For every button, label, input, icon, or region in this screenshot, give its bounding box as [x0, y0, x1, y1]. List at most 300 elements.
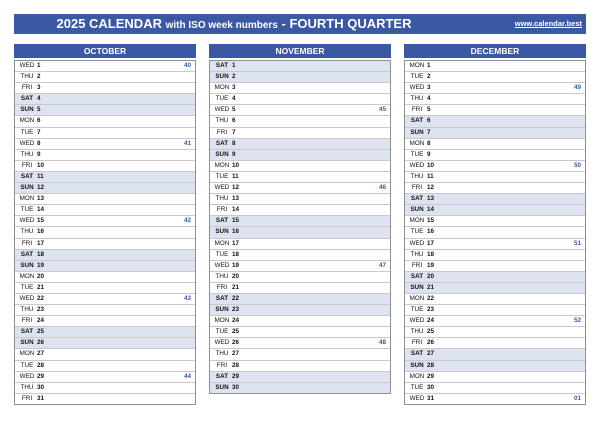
day-name: SUN — [215, 150, 229, 158]
day-row — [15, 193, 195, 204]
day-row — [210, 304, 390, 315]
day-row — [15, 271, 195, 282]
day-row — [15, 138, 195, 149]
day-name: TUE — [215, 250, 229, 258]
day-row — [405, 182, 585, 193]
day-name: MON — [409, 139, 425, 147]
day-row — [210, 238, 390, 249]
day-row — [15, 149, 195, 160]
day-row — [210, 260, 390, 271]
day-row — [210, 104, 390, 115]
day-row — [15, 304, 195, 315]
day-number: 27 — [427, 350, 435, 358]
day-row — [405, 360, 585, 371]
day-name: FRI — [216, 283, 228, 291]
week-number: 50 — [573, 161, 581, 169]
day-name: SUN — [215, 228, 229, 236]
day-row — [210, 127, 390, 138]
day-name: MON — [19, 272, 35, 280]
day-name: THU — [20, 228, 34, 236]
day-number: 13 — [37, 195, 45, 203]
day-name: WED — [19, 139, 35, 147]
day-name: WED — [409, 239, 425, 247]
day-row — [405, 304, 585, 315]
day-name: FRI — [216, 128, 228, 136]
day-row — [405, 348, 585, 359]
day-list — [14, 60, 196, 405]
day-name: TUE — [410, 228, 424, 236]
day-number: 14 — [427, 206, 435, 214]
day-row — [15, 182, 195, 193]
day-row — [210, 138, 390, 149]
day-number: 5 — [427, 106, 431, 114]
day-row — [15, 293, 195, 304]
day-number: 28 — [232, 361, 240, 369]
day-row — [405, 138, 585, 149]
day-number: 31 — [37, 394, 45, 402]
day-number: 1 — [427, 62, 431, 69]
day-name: TUE — [20, 283, 34, 291]
month-title: OCTOBER — [14, 44, 196, 58]
day-row — [210, 326, 390, 337]
day-name: TUE — [215, 328, 229, 336]
page-title — [14, 14, 454, 36]
week-number: 01 — [573, 394, 581, 402]
day-number: 16 — [427, 228, 435, 236]
day-number: 22 — [232, 294, 240, 302]
title-quarter: FOURTH QUARTER — [289, 16, 412, 31]
day-name: WED — [409, 394, 425, 402]
day-name: FRI — [21, 161, 33, 169]
week-number: 49 — [573, 84, 581, 92]
day-name: TUE — [410, 73, 424, 81]
day-number: 2 — [37, 73, 41, 81]
day-row — [210, 60, 390, 71]
day-row — [210, 193, 390, 204]
day-name: SAT — [20, 250, 34, 258]
day-name: SUN — [20, 339, 34, 347]
day-name: MON — [19, 117, 35, 125]
day-row — [405, 82, 585, 93]
day-row — [405, 204, 585, 215]
day-number: 18 — [37, 250, 45, 258]
day-number: 22 — [427, 294, 435, 302]
day-row — [15, 337, 195, 348]
day-row — [210, 282, 390, 293]
day-number: 28 — [427, 361, 435, 369]
day-row — [405, 193, 585, 204]
day-row — [405, 371, 585, 382]
month-october — [14, 44, 196, 405]
day-number: 6 — [37, 117, 41, 125]
day-number: 20 — [37, 272, 45, 280]
day-row — [15, 215, 195, 226]
day-number: 1 — [37, 62, 41, 69]
day-number: 10 — [37, 161, 45, 169]
day-name: THU — [410, 95, 424, 103]
day-number: 27 — [232, 350, 240, 358]
day-name: THU — [410, 172, 424, 180]
day-name: FRI — [411, 339, 423, 347]
day-row — [405, 226, 585, 237]
day-number: 17 — [37, 239, 45, 247]
day-name: SAT — [410, 195, 424, 203]
day-row — [15, 326, 195, 337]
day-number: 15 — [427, 217, 435, 225]
day-row — [15, 71, 195, 82]
day-name: WED — [214, 184, 230, 192]
day-name: SUN — [410, 128, 424, 136]
day-row — [210, 348, 390, 359]
day-number: 17 — [427, 239, 435, 247]
day-number: 19 — [427, 261, 435, 269]
day-row — [405, 127, 585, 138]
day-name: SAT — [410, 117, 424, 125]
day-name: SUN — [215, 383, 229, 391]
day-row — [15, 93, 195, 104]
day-number: 3 — [427, 84, 431, 92]
day-row — [15, 382, 195, 393]
title-separator: - — [277, 16, 290, 31]
day-number: 6 — [232, 117, 236, 125]
day-name: SUN — [410, 283, 424, 291]
day-row — [15, 260, 195, 271]
day-number: 30 — [427, 383, 435, 391]
day-number: 12 — [232, 184, 240, 192]
day-row — [210, 149, 390, 160]
day-name: WED — [19, 372, 35, 380]
day-row — [15, 393, 195, 404]
day-name: TUE — [20, 128, 34, 136]
day-name: MON — [409, 62, 425, 69]
month-title: DECEMBER — [404, 44, 586, 58]
week-number: 42 — [183, 217, 191, 225]
day-number: 30 — [232, 383, 240, 391]
day-name: SUN — [20, 261, 34, 269]
day-number: 4 — [427, 95, 431, 103]
day-row — [210, 182, 390, 193]
day-number: 10 — [232, 161, 240, 169]
day-number: 14 — [37, 206, 45, 214]
day-row — [405, 282, 585, 293]
day-row — [210, 360, 390, 371]
day-name: SAT — [215, 62, 229, 69]
day-number: 4 — [37, 95, 41, 103]
day-row — [15, 60, 195, 71]
day-number: 12 — [37, 184, 45, 192]
day-number: 21 — [232, 283, 240, 291]
site-link[interactable]: www.calendar.best — [514, 19, 582, 28]
day-number: 24 — [37, 317, 45, 325]
day-name: FRI — [411, 261, 423, 269]
day-name: SAT — [20, 95, 34, 103]
day-number: 21 — [37, 283, 45, 291]
day-row — [210, 249, 390, 260]
day-list — [404, 60, 586, 405]
day-number: 29 — [232, 372, 240, 380]
day-row — [15, 315, 195, 326]
day-name: TUE — [410, 383, 424, 391]
day-number: 26 — [37, 339, 45, 347]
day-number: 5 — [37, 106, 41, 114]
day-number: 2 — [427, 73, 431, 81]
day-number: 5 — [232, 106, 236, 114]
day-name: FRI — [411, 106, 423, 114]
day-number: 10 — [427, 161, 435, 169]
day-name: SAT — [20, 328, 34, 336]
day-row — [210, 293, 390, 304]
day-name: FRI — [21, 394, 33, 402]
day-row — [405, 149, 585, 160]
day-number: 24 — [232, 317, 240, 325]
day-row — [210, 382, 390, 393]
day-row — [405, 60, 585, 71]
day-number: 21 — [427, 283, 435, 291]
day-row — [405, 93, 585, 104]
day-number: 14 — [232, 206, 240, 214]
day-name: THU — [20, 73, 34, 81]
day-name: THU — [215, 272, 229, 280]
day-number: 15 — [232, 217, 240, 225]
day-name: THU — [215, 350, 229, 358]
day-name: MON — [19, 350, 35, 358]
day-name: MON — [409, 372, 425, 380]
day-name: TUE — [215, 172, 229, 180]
day-row — [405, 215, 585, 226]
day-row — [15, 238, 195, 249]
week-number: 40 — [183, 62, 191, 69]
day-row — [15, 371, 195, 382]
day-number: 8 — [37, 139, 41, 147]
title-main: 2025 CALENDAR — [56, 16, 162, 31]
day-name: SUN — [410, 206, 424, 214]
day-row — [15, 82, 195, 93]
day-name: TUE — [410, 150, 424, 158]
day-row — [210, 171, 390, 182]
title-subtitle: with ISO week numbers — [165, 20, 278, 31]
day-row — [405, 382, 585, 393]
day-number: 30 — [37, 383, 45, 391]
day-number: 8 — [232, 139, 236, 147]
day-number: 25 — [232, 328, 240, 336]
day-row — [210, 93, 390, 104]
day-row — [405, 71, 585, 82]
day-number: 22 — [37, 294, 45, 302]
day-row — [405, 104, 585, 115]
week-number: 51 — [573, 239, 581, 247]
day-number: 16 — [232, 228, 240, 236]
day-row — [15, 226, 195, 237]
day-row — [15, 282, 195, 293]
day-row — [15, 104, 195, 115]
day-row — [405, 260, 585, 271]
day-name: FRI — [216, 206, 228, 214]
day-name: THU — [20, 306, 34, 314]
day-row — [210, 82, 390, 93]
week-number: 43 — [183, 294, 191, 302]
month-december — [404, 44, 586, 405]
day-row — [405, 315, 585, 326]
day-number: 12 — [427, 184, 435, 192]
day-number: 2 — [232, 73, 236, 81]
day-row — [405, 393, 585, 404]
day-name: SAT — [410, 272, 424, 280]
day-row — [405, 115, 585, 126]
day-number: 29 — [427, 372, 435, 380]
day-number: 23 — [37, 306, 45, 314]
day-row — [405, 160, 585, 171]
day-number: 11 — [232, 172, 239, 180]
day-name: SAT — [410, 350, 424, 358]
day-name: SUN — [215, 306, 229, 314]
week-number: 45 — [378, 106, 386, 114]
day-name: MON — [214, 84, 230, 92]
day-name: THU — [215, 195, 229, 203]
day-number: 13 — [427, 195, 435, 203]
day-name: WED — [19, 62, 35, 69]
day-number: 19 — [232, 261, 240, 269]
day-row — [15, 115, 195, 126]
day-number: 15 — [37, 217, 45, 225]
day-number: 26 — [427, 339, 435, 347]
day-name: FRI — [21, 239, 33, 247]
week-number: 47 — [378, 261, 386, 269]
day-number: 19 — [37, 261, 45, 269]
day-name: THU — [20, 150, 34, 158]
day-row — [210, 371, 390, 382]
day-number: 18 — [232, 250, 240, 258]
day-row — [210, 226, 390, 237]
day-name: MON — [19, 195, 35, 203]
day-row — [15, 249, 195, 260]
day-number: 26 — [232, 339, 240, 347]
day-name: WED — [409, 317, 425, 325]
day-number: 7 — [427, 128, 431, 136]
day-name: SAT — [215, 139, 229, 147]
day-name: WED — [214, 106, 230, 114]
day-row — [210, 215, 390, 226]
day-name: SUN — [410, 361, 424, 369]
week-number: 44 — [183, 372, 191, 380]
day-name: FRI — [21, 84, 33, 92]
day-row — [210, 271, 390, 282]
day-name: TUE — [410, 306, 424, 314]
day-row — [405, 293, 585, 304]
day-name: WED — [409, 161, 425, 169]
day-number: 8 — [427, 139, 431, 147]
day-name: WED — [19, 294, 35, 302]
week-number: 52 — [573, 317, 581, 325]
day-name: THU — [410, 328, 424, 336]
day-name: TUE — [20, 206, 34, 214]
day-number: 3 — [37, 84, 41, 92]
day-row — [405, 326, 585, 337]
day-number: 13 — [232, 195, 240, 203]
day-number: 4 — [232, 95, 236, 103]
day-number: 23 — [427, 306, 435, 314]
week-number: 41 — [183, 139, 191, 147]
day-name: THU — [215, 117, 229, 125]
day-name: SUN — [215, 73, 229, 81]
month-title: NOVEMBER — [209, 44, 391, 58]
day-row — [15, 127, 195, 138]
day-row — [405, 171, 585, 182]
day-number: 7 — [37, 128, 41, 136]
day-number: 31 — [427, 394, 435, 402]
day-number: 27 — [37, 350, 45, 358]
day-number: 24 — [427, 317, 435, 325]
day-number: 18 — [427, 250, 435, 258]
day-number: 9 — [37, 150, 41, 158]
day-number: 20 — [427, 272, 435, 280]
day-row — [210, 337, 390, 348]
week-number: 46 — [378, 184, 386, 192]
day-number: 28 — [37, 361, 45, 369]
day-name: SUN — [20, 106, 34, 114]
day-number: 11 — [37, 172, 44, 180]
day-name: SAT — [215, 294, 229, 302]
day-row — [210, 315, 390, 326]
day-name: WED — [409, 84, 425, 92]
day-name: MON — [409, 294, 425, 302]
day-name: WED — [214, 339, 230, 347]
day-number: 20 — [232, 272, 240, 280]
day-name: MON — [214, 161, 230, 169]
day-name: THU — [410, 250, 424, 258]
day-number: 25 — [427, 328, 435, 336]
day-number: 23 — [232, 306, 240, 314]
day-list — [209, 60, 391, 394]
day-name: TUE — [215, 95, 229, 103]
day-name: MON — [214, 239, 230, 247]
day-row — [405, 238, 585, 249]
day-name: FRI — [21, 317, 33, 325]
day-name: MON — [409, 217, 425, 225]
day-name: THU — [20, 383, 34, 391]
day-number: 7 — [232, 128, 236, 136]
day-row — [15, 348, 195, 359]
day-number: 6 — [427, 117, 431, 125]
day-row — [210, 160, 390, 171]
day-row — [210, 71, 390, 82]
day-name: SAT — [215, 217, 229, 225]
day-name: TUE — [20, 361, 34, 369]
day-number: 9 — [427, 150, 431, 158]
week-number: 48 — [378, 339, 386, 347]
day-name: SAT — [215, 372, 229, 380]
day-number: 29 — [37, 372, 45, 380]
month-november — [209, 44, 391, 394]
day-number: 11 — [427, 172, 434, 180]
day-row — [210, 115, 390, 126]
calendar-header — [14, 14, 586, 34]
day-row — [15, 204, 195, 215]
day-name: FRI — [411, 184, 423, 192]
day-row — [210, 204, 390, 215]
day-row — [15, 360, 195, 371]
day-name: WED — [214, 261, 230, 269]
day-name: MON — [214, 317, 230, 325]
day-row — [15, 160, 195, 171]
day-row — [15, 171, 195, 182]
day-number: 17 — [232, 239, 240, 247]
day-number: 25 — [37, 328, 45, 336]
day-number: 16 — [37, 228, 45, 236]
day-number: 1 — [232, 62, 236, 69]
day-name: FRI — [216, 361, 228, 369]
day-row — [405, 249, 585, 260]
day-name: WED — [19, 217, 35, 225]
